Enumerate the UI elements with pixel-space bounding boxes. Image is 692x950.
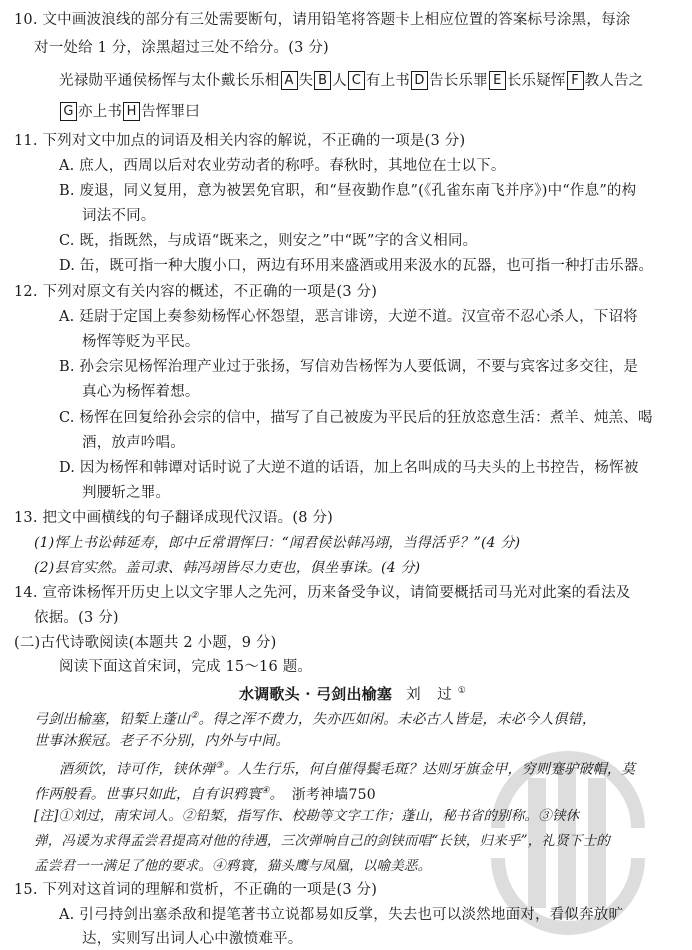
q12-option-a-line1: A. 廷尉于定国上奏参劾杨恽心怀怨望，恶言诽谤，大逆不道。汉宣帝不忍心杀人，下诏将 — [59, 309, 638, 325]
poem-line-4 — [34, 781, 376, 805]
section-heading: (二)古代诗歌阅读(本题共 2 小题，9 分) — [14, 635, 277, 651]
q11-stem: 11. 下列对文中加点的词语及相关内容的解说，不正确的一项是(3 分) — [14, 133, 466, 149]
q13-sentence-1: (1)恽上书讼韩延寿，郎中丘常谓恽曰：“闻君侯讼韩冯翊，当得活乎？”(4 分) — [34, 535, 521, 551]
q10-stem-line1: 10. 文中画波浪线的部分有三处需要断句，请用铅笔将答题卡上相应位置的答案标号涂黑，每涂 — [14, 12, 631, 28]
poem-line-3 — [59, 756, 635, 780]
stamp-text: 浙考神墙750 — [291, 786, 376, 803]
q12-stem: 12. 下列对原文有关内容的概述，不正确的一项是(3 分) — [14, 284, 378, 300]
poem-author: 刘 过 — [406, 686, 458, 703]
q10-segment: 光禄勋平通侯杨恽与太仆戴长乐相 — [59, 73, 280, 89]
q11-option-b-line2: 词法不同。 — [82, 208, 156, 224]
poem-text: 。 — [269, 786, 284, 803]
q10-options-row2 — [59, 102, 200, 122]
q10-box-f[interactable]: F — [567, 71, 584, 90]
notes-line-2: 弹，冯谖为求得孟尝君提高对他的待遇，三次弹响自己的剑铗而唱“长铗，归来乎”，礼贤下士的 — [34, 833, 610, 849]
q11-option-c: C. 既，指既然，与成语“既来之，则安之”中“既”字的含义相同。 — [59, 233, 478, 249]
poem-line-2: 世事沐猴冠。老子不分别，内外与中间。 — [34, 733, 290, 749]
q15-option-a-line2: 达，实则写出词人心中激愤难平。 — [82, 931, 303, 947]
footnote-marker: ④ — [261, 786, 270, 796]
poem-text: 。人生行乐，何自催得鬓毛斑？达则牙旗金甲，穷则蹇驴破帽，莫 — [223, 761, 636, 778]
q14-stem-line2: 依据。(3 分) — [34, 610, 119, 626]
q10-box-e[interactable]: E — [489, 71, 506, 90]
q10-segment: 告长乐罪 — [429, 73, 488, 89]
poem-text: 。得之浑不费力，失亦匹如闲。未必古人皆是，未必今人俱错， — [198, 711, 597, 728]
q11-option-b-line1: B. 废退，同义复用，意为被罢免官职，和“昼夜勤作息”(《孔雀东南飞并序》)中“作息”的构 — [59, 183, 637, 199]
footnote-marker: ③ — [215, 761, 224, 771]
q15-option-a-line1: A. 引弓持剑出塞杀敌和提笔著书立说都易如反掌，失去也可以淡然地面对，看似奔放旷 — [59, 907, 624, 923]
q10-segment: 人 — [332, 73, 347, 89]
q10-options-row1 — [59, 71, 643, 91]
q10-box-g[interactable]: G — [60, 102, 77, 121]
q15-stem: 15. 下列对这首词的理解和赏析，不正确的一项是(3 分) — [14, 882, 378, 898]
q11-option-a: A. 庶人，西周以后对农业劳动者的称呼。春秋时，其地位在士以下。 — [59, 158, 506, 174]
footnote-marker: ① — [457, 686, 466, 696]
q10-segment: 告恽罪曰 — [141, 104, 200, 120]
q12-option-c-line1: C. 杨恽在回复给孙会宗的信中，描写了自己被废为平民后的狂放恣意生活：煮羊、炖羔、喝 — [59, 410, 653, 426]
q10-segment: 教人告之 — [584, 73, 644, 89]
q10-stem-line2: 对一处给 1 分，涂黑超过三处不给分。(3 分) — [34, 40, 329, 56]
q12-option-d-line1: D. 因为杨恽和韩谭对话时说了大逆不道的话语，加上名叫成的马夫头的上书控告，杨恽被 — [59, 460, 639, 476]
q12-option-a-line2: 杨恽等贬为平民。 — [82, 334, 200, 350]
poem-title-line — [239, 681, 466, 705]
q10-box-d[interactable]: D — [411, 71, 428, 90]
poem-text: 弓剑出榆塞，铅椠上蓬山 — [34, 711, 191, 728]
q10-box-h[interactable]: H — [123, 102, 140, 121]
q10-segment: 长乐疑恽 — [506, 73, 566, 89]
q11-option-d: D. 缶，既可指一种大腹小口，两边有环用来盛酒或用来汲水的瓦器，也可指一种打击乐器。 — [59, 258, 654, 274]
q12-option-c-line2: 酒，放声吟唱。 — [82, 435, 185, 451]
poem-text: 酒须饮，诗可作，铗休弹 — [59, 761, 216, 778]
q12-option-b-line1: B. 孙会宗见杨恽治理产业过于张扬，写信劝告杨恽为人要低调，不要与宾客过多交往，是 — [59, 359, 639, 375]
notes-line-1: [注]①刘过，南宋词人。②铅椠，指写作、校勘等文字工作；蓬山，秘书省的别称。③铗休 — [34, 808, 580, 824]
q10-box-b[interactable]: B — [314, 71, 331, 90]
poem-title: 水调歌头 · 弓剑出榆塞 — [239, 684, 393, 703]
footnote-marker: ② — [190, 711, 199, 721]
q13-sentence-2: (2)县官实然。盖司隶、韩冯翊皆尽力吏也，俱坐事诛。(4 分) — [34, 560, 421, 576]
poem-text: 作两般看。世事只如此，自有识鸦寰 — [34, 786, 262, 803]
q12-option-d-line2: 判腰斩之罪。 — [82, 485, 171, 501]
poem-line-1 — [34, 706, 596, 730]
q10-box-c[interactable]: C — [348, 71, 365, 90]
q10-box-a[interactable]: A — [281, 71, 298, 90]
q14-stem-line1: 14. 宣帝诛杨恽开历史上以文字罪人之先河，历来备受争议，请简要概括司马光对此案的看法及 — [14, 585, 631, 601]
q10-segment: 有上书 — [365, 73, 411, 89]
q12-option-b-line2: 真心为杨恽着想。 — [82, 384, 200, 400]
section-intro: 阅读下面这首宋词，完成 15～16 题。 — [59, 659, 313, 675]
q10-segment: 亦上书 — [78, 104, 123, 120]
q10-segment: 失 — [298, 73, 314, 89]
q13-stem: 13. 把文中画横线的句子翻译成现代汉语。(8 分) — [14, 510, 334, 526]
notes-line-3: 孟尝君一一满足了他的要求。④鸦寰，猫头鹰与凤凰，以喻美恶。 — [34, 858, 432, 874]
